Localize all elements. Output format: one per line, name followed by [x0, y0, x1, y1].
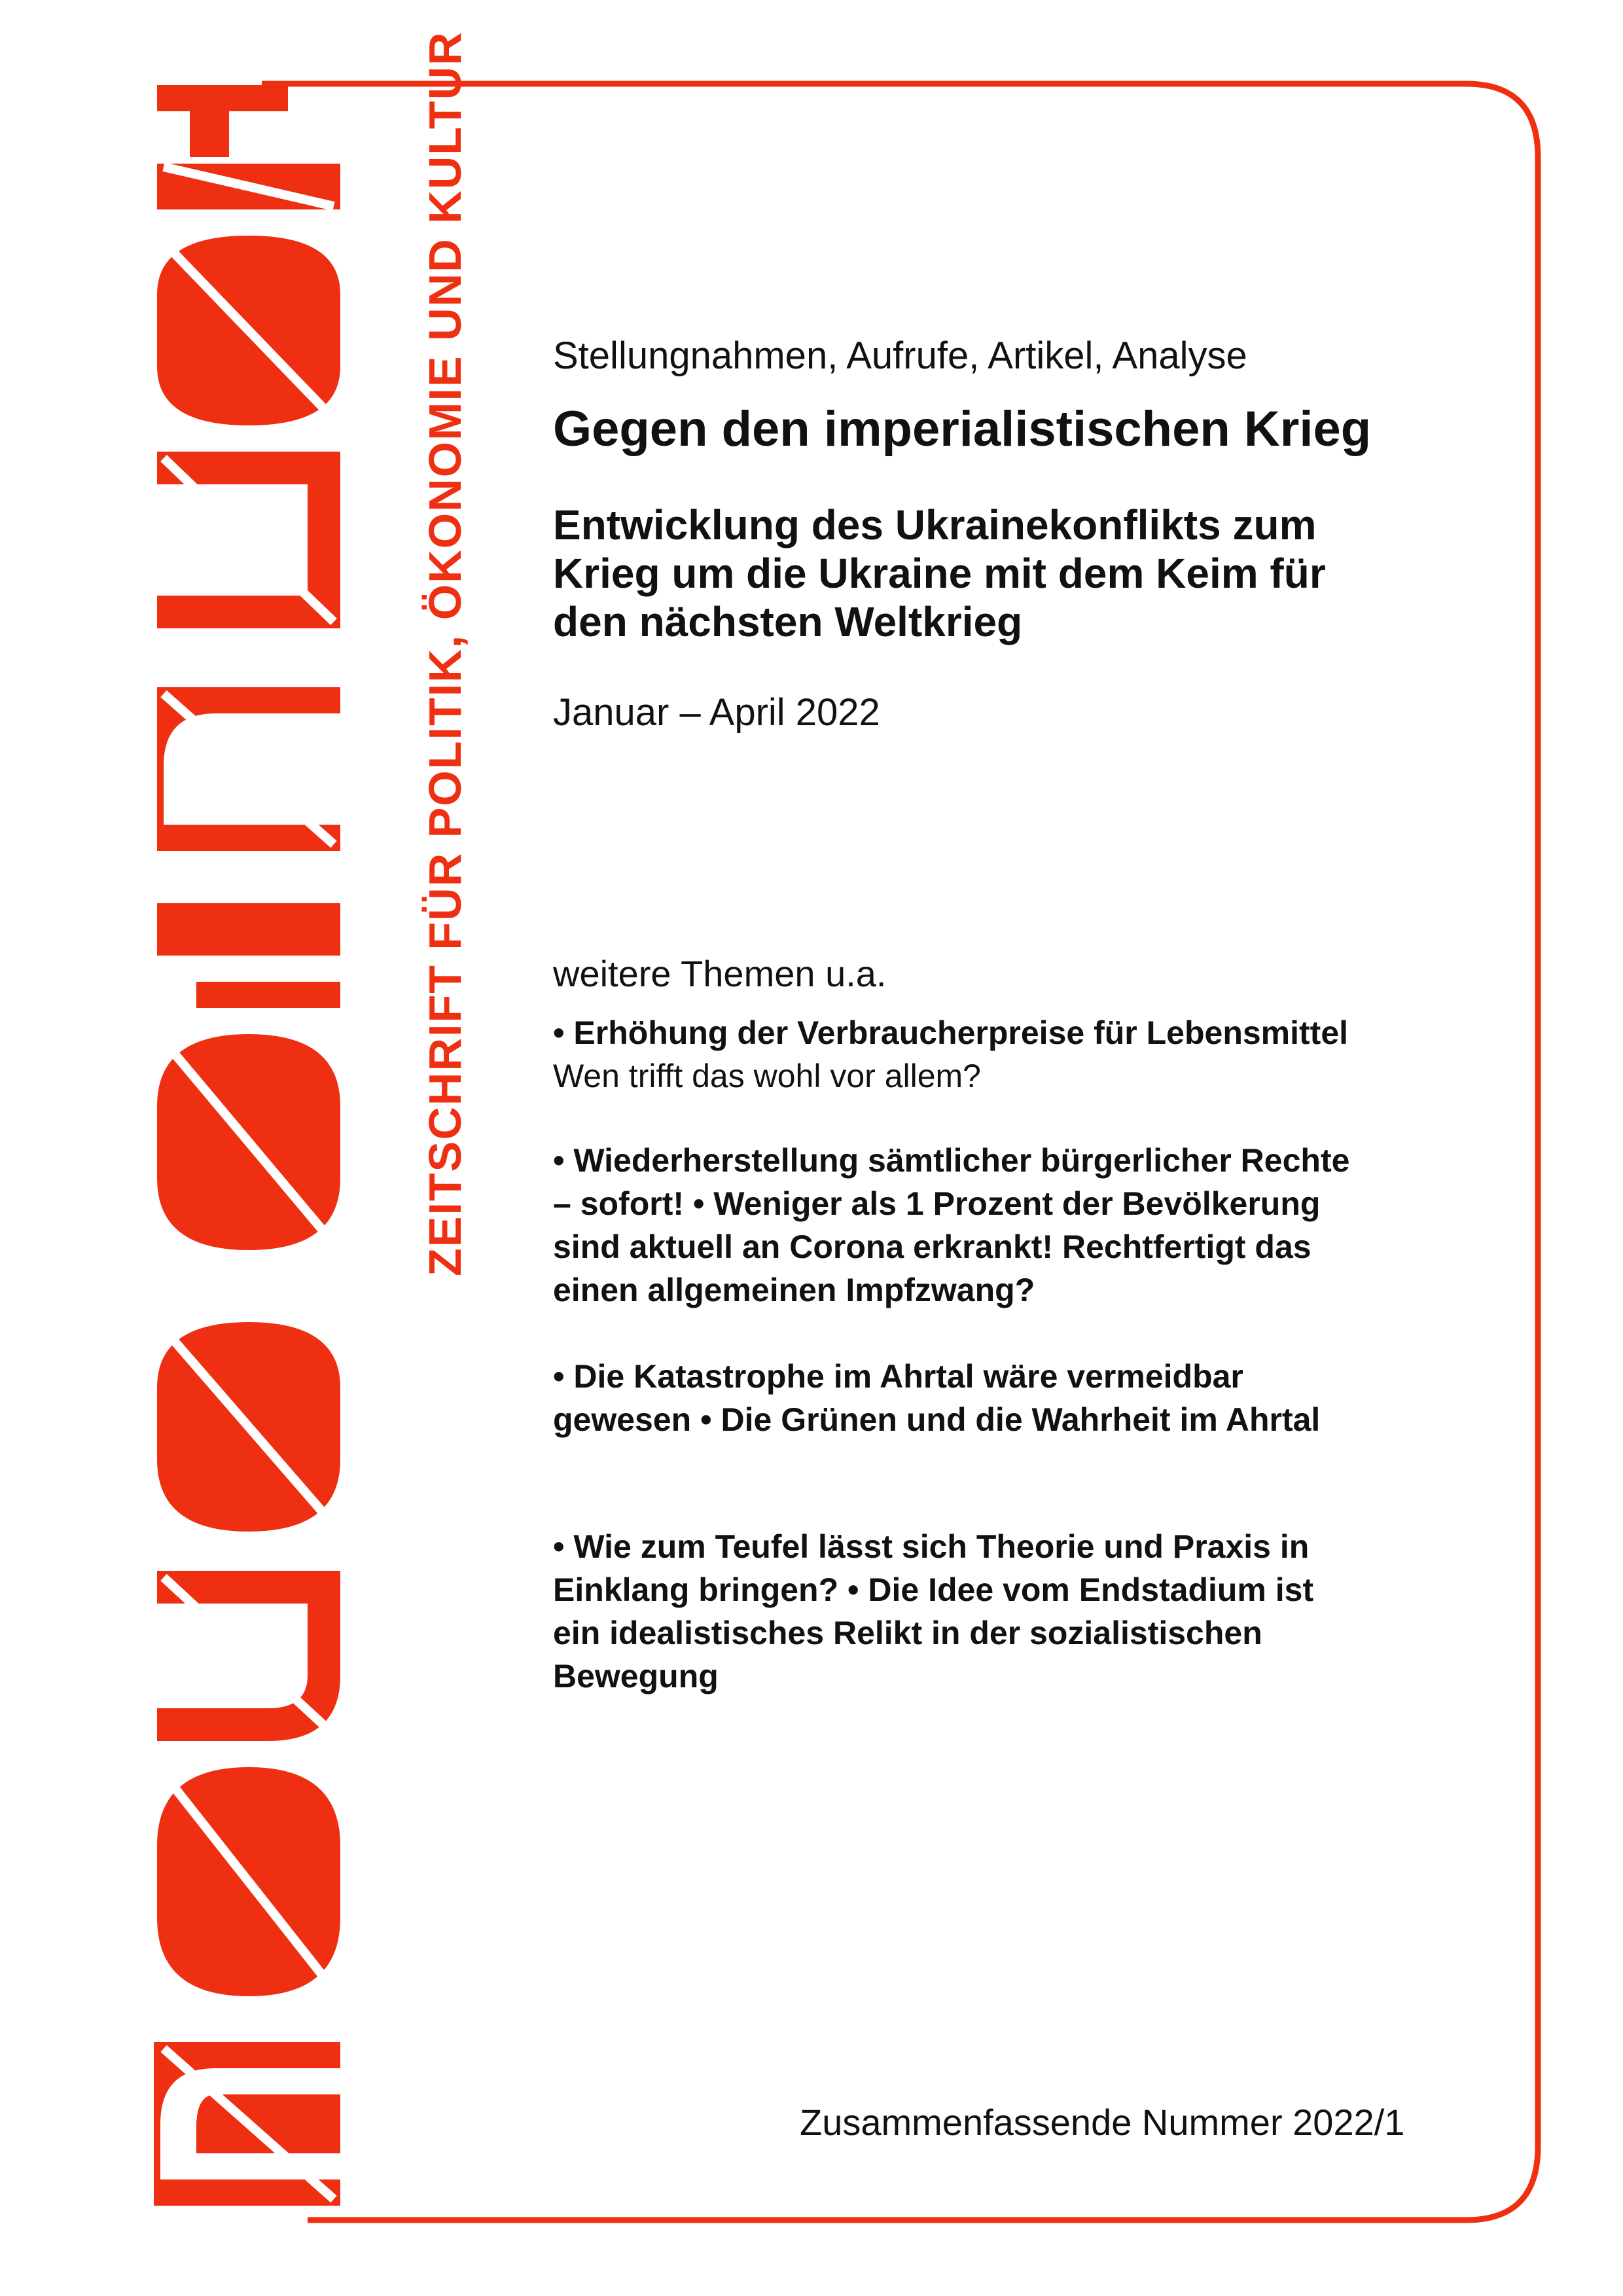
cover-headline: Gegen den imperialistischen Krieg — [553, 401, 1372, 457]
topic-item — [553, 1011, 1469, 1098]
topic-line: • Die Katastrophe im Ahrtal wäre vermeidbar — [553, 1358, 1243, 1395]
topic-line: Wen trifft das wohl vor allem? — [553, 1058, 981, 1094]
cover-lead — [553, 501, 1456, 646]
cover-dates: Januar – April 2022 — [553, 691, 880, 734]
topic-item — [553, 1139, 1469, 1312]
lead-line: Entwicklung des Ukrainekonflikts zum — [553, 501, 1317, 548]
topic-item — [553, 1355, 1469, 1441]
topic-line: • Wiederherstellung sämtlicher bürgerlicher Rechte — [553, 1142, 1350, 1179]
neue-einheit-logo — [0, 0, 393, 2296]
cover-subtitle: Stellungnahmen, Aufrufe, Artikel, Analyse — [553, 334, 1247, 377]
issue-number: Zusammenfassende Nummer 2022/1 — [800, 2102, 1405, 2143]
topic-item — [553, 1525, 1469, 1698]
lead-line: den nächsten Weltkrieg — [553, 598, 1023, 645]
topic-line: einen allgemeinen Impfzwang? — [553, 1272, 1035, 1308]
topic-line: • Wie zum Teufel lässt sich Theorie und Praxis in — [553, 1528, 1310, 1565]
lead-line: Krieg um die Ukraine mit dem Keim für — [553, 550, 1326, 597]
topic-line: • Erhöhung der Verbraucherpreise für Lebensmittel — [553, 1014, 1349, 1051]
topic-line: – sofort! • Weniger als 1 Prozent der Bevölkerung — [553, 1185, 1321, 1222]
topic-line: sind aktuell an Corona erkrankt! Rechtfertigt das — [553, 1229, 1311, 1265]
magazine-tagline: ZEITSCHRIFT FÜR POLITIK, ÖKONOMIE UND KULTUR — [419, 31, 471, 1276]
topic-line: ein idealistisches Relikt in der sozialistischen — [553, 1615, 1262, 1651]
topic-line: Bewegung — [553, 1658, 719, 1695]
topic-line: gewesen • Die Grünen und die Wahrheit im Ahrtal — [553, 1401, 1321, 1438]
topic-line: Einklang bringen? • Die Idee vom Endstadium ist — [553, 1571, 1314, 1608]
more-topics-label: weitere Themen u.a. — [553, 953, 887, 994]
